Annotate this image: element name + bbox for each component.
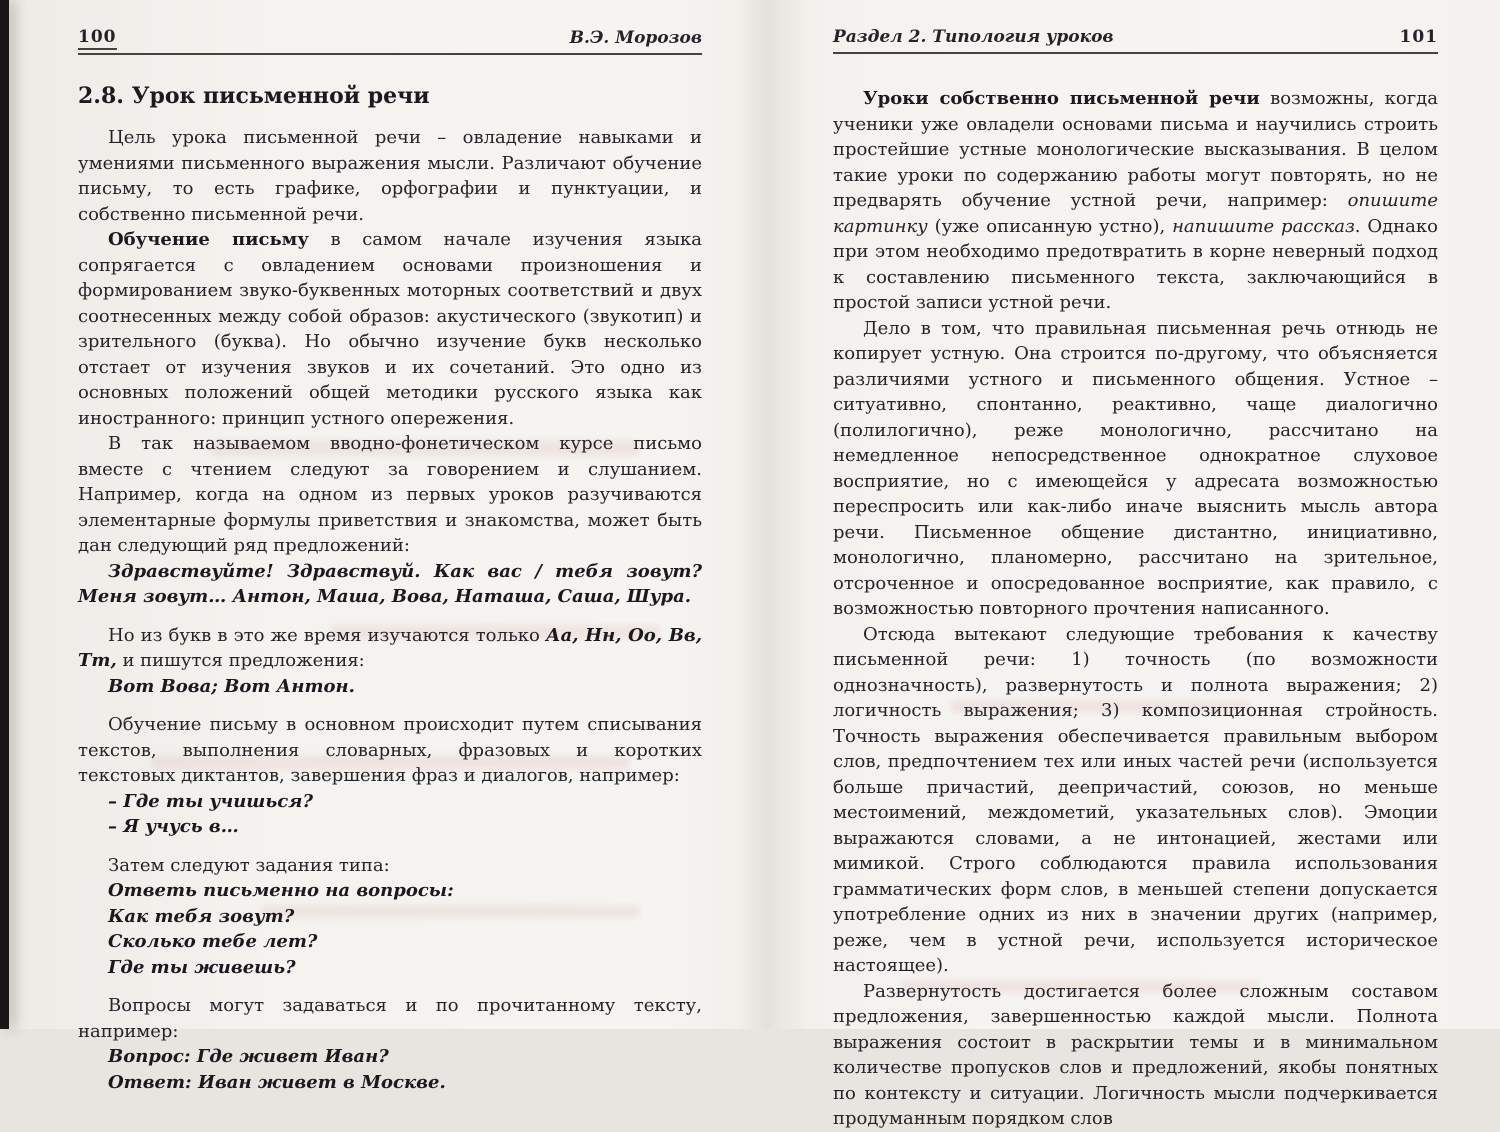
text-run: Здравствуйте! Здравствуй. Как вас / тебя зовут? Меня зовут… Антон, Маша, Вова, Наташа, Саша, Шура. [78, 560, 702, 607]
text-run: возможны, когда ученики уже овладели основами письма и научились строить простейшие устные монологические высказывания. В целом такие уроки по содержанию работы могут повторять, но не предварять обучение устной речи, например: [833, 88, 1438, 211]
text-run: Аа, Нн, Оо, Вв, Тт, [78, 624, 702, 671]
text-run: Дело в том, что правильная письменная речь отнюдь не копирует устную. Она строится по-другому, что объясняется различиями устного и письменного общения. Устное – ситуативно, спонтанно, реактивно, чаще диалогично (полилогично), реже монологично, рассчитано на немедленное непосредственное однократное слуховое восприятие, но с имеющейся у адресата возможностью переспросить или как-либо иначе выяснить мысль автора речи. Письменное общение дистантно, инициативно, монологично, планомерно, рассчитано на зрительное, отсроченное и опосредованное восприятие, как правило, с возможностью повторного прочтения написанного. [833, 317, 1438, 619]
section-heading: 2.8. Урок письменной речи [78, 83, 430, 109]
text-run: Затем следуют задания типа: [108, 854, 390, 876]
text-run: Где ты живешь? [108, 956, 296, 978]
left-page [78, 27, 702, 1095]
text-run: – Я учусь в… [108, 816, 239, 837]
text-run: и пишутся предложения: [116, 650, 365, 671]
text-run: Обучение письму [108, 229, 309, 250]
book-edge-shadow [0, 0, 9, 1029]
right-page-body [833, 86, 1438, 1132]
paragraph [78, 993, 702, 1044]
right-running-header-title: Раздел 2. Типология уроков [833, 27, 1114, 47]
right-page-number: 101 [1399, 27, 1438, 47]
text-run: – Где ты учишься? [108, 790, 314, 812]
paragraph [78, 1070, 702, 1096]
paragraph [833, 622, 1438, 979]
text-run: Вопрос: Где живет Иван? [108, 1046, 389, 1067]
paragraph [78, 431, 702, 559]
text-run: В так называемом вводно-фонетическом курсе письмо вместе с чтением следуют за говорением и слушанием. Например, когда на одном из первых уроков разучиваются элементарные формулы приветствия и знакомства, может быть дан следующий ряд предложений: [78, 433, 702, 556]
left-page-number: 100 [78, 27, 117, 50]
paragraph [78, 929, 702, 955]
text-run: напишите рассказ [1172, 215, 1355, 237]
paragraph [78, 955, 702, 981]
paragraph [78, 1044, 702, 1070]
text-run: Уроки собственно письменной речи [863, 88, 1260, 109]
text-run: Обучение письму в основном происходит путем списывания текстов, выполнения словарных, фразовых и коротких текстовых диктантов, завершения фраз и диалогов, например: [78, 714, 702, 786]
paragraph [833, 979, 1438, 1132]
text-run: Цель урока письменной речи – овладение навыками и умениями письменного выражения мысли. Различают обучение письму, то есть графике, орфографии и пунктуации, и собственно письменной речи. [78, 127, 702, 225]
paragraph [78, 125, 702, 227]
paragraph [833, 86, 1438, 316]
left-page-body [78, 125, 702, 1095]
text-run: Ответ: Иван живет в Москве. [108, 1071, 446, 1093]
text-run: Вот Вова; Вот Антон. [108, 675, 355, 697]
paragraph [78, 904, 702, 930]
paragraph [78, 623, 702, 674]
text-run: Ответь письменно на вопросы: [108, 880, 454, 901]
text-run: (уже описанную устно), [927, 215, 1173, 237]
text-run: . Однако при этом необходимо предотвратить в корне неверный подход к составлению письменного текста, заключающийся в простой записи устной речи. [833, 215, 1438, 313]
text-run: в самом начале изучения языка сопрягается с овладением основами произношения и формированием звуко-буквенных моторных соответствий и двух соотнесенных между собой образов: акустического (звукотип) и зрительного (буква). Но обычно изучение букв несколько отстает от изучения звуков и их сочетаний. Это одно из основных положений общей методики русского языка как иностранного: принцип устного опережения. [78, 229, 702, 429]
text-run: Вопросы могут задаваться и по прочитанному тексту, например: [78, 995, 702, 1042]
text-run: Развернутость достигается более сложным составом предложения, завершенностью каждой мысли. Полнота выражения состоит в раскрытии темы и в минимальном количестве пропусков слов и предложений, якобы понятных по контексту и ситуации. Логичность мысли подчеркивается продуманным порядком слов [833, 980, 1438, 1129]
text-run: Как тебя зовут? [108, 905, 295, 927]
paragraph [78, 227, 702, 431]
text-run: Сколько тебе лет? [108, 931, 318, 952]
paragraph [78, 559, 702, 610]
right-page [833, 27, 1438, 1132]
paragraph [78, 814, 702, 840]
left-running-header-title: В.Э. Морозов [569, 28, 702, 48]
text-run: Отсюда вытекают следующие требования к качеству письменной речи: 1) точность (по возможности однозначность), развернутость и полнота выражения; 2) логичность выражения; 3) композиционная стройность. Точность выражения обеспечивается правильным выбором слов, предпочтением тех или иных частей речи (используется больше причастий, деепричастий, союзов, но меньше местоимений, междометий, указательных слов). Эмоции выражаются словами, а не интонацией, жестами или мимикой. Строго соблюдаются правила использования грамматических форм слов, в меньшей степени допускается употребление одних из них в значении других (например, реже, чем в устной речи, используется историческое настоящее). [833, 623, 1438, 976]
paragraph [78, 712, 702, 789]
text-run: опишите картинку [833, 190, 1438, 237]
paragraph [78, 674, 702, 700]
page-gutter-shadow [738, 0, 808, 1029]
text-run: Но из букв в это же время изучаются только [108, 624, 546, 646]
paragraph [78, 789, 702, 815]
paragraph [78, 853, 702, 879]
left-running-head [78, 27, 702, 55]
paragraph [833, 316, 1438, 622]
paragraph [78, 878, 702, 904]
right-running-head [833, 27, 1438, 54]
